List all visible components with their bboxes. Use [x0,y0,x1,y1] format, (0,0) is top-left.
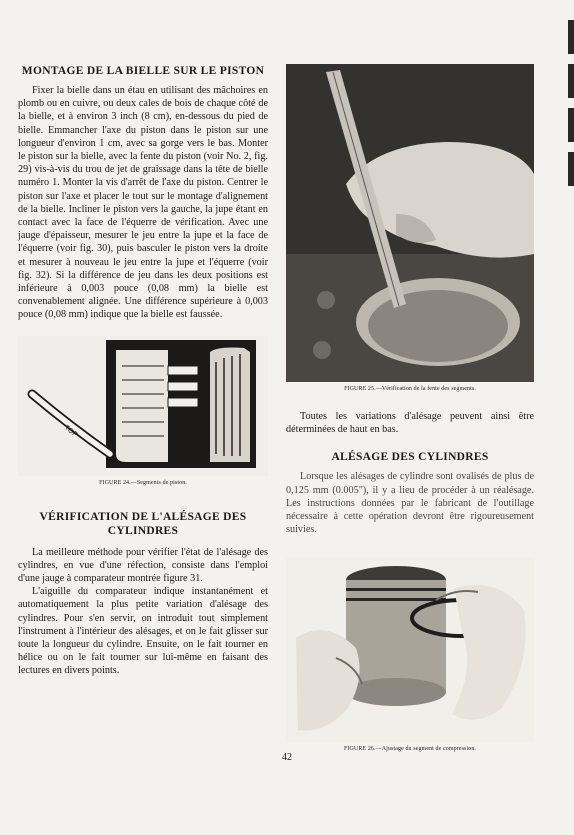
compression-ring-fitting-photo [286,558,534,742]
section-text-montage: Fixer la bielle dans un étau en utilisant des mâchoires en plomb ou en cuivre, ou deux cales de bois de chaque côté de la bielle, et à environ 3 inch (8 cm), en-dessous du pied de bielle. Emmancher l'axe du piston dans le piston sur une longueur d'environ 1 cm, avec sa gorge vers le bas. Monter le piston sur la bielle, avec la fente du piston (voir No. 2, fig. 29) vis-à-vis du trou de jet de graissage dans la tête de bielle numéro 1. Monter la vis d'arrêt de l'axe du piston. Centrer le piston sur l'axe et placer le tout sur le montage d'alignement de la bielle. Incliner le piston vers la gauche, la jupe étant en contact avec la face de l'équerre de vérification. Avec une jauge d'épaisseur, mesurer le jeu entre la jupe et la face de l'équerre (voir fig. 30), puis basculer le piston vers la droite et mesurer à nouveau le jeu entre la jupe et l'équerre (voir fig. 32). Si la différence de jeu dans les deux positions est inférieure à 0,003 pouce (0,08 mm) la bielle est convenablement alignée. Une différence supérieure à 0,003 pouce (0,08 mm) indique que la bielle est faussée. [18,85,268,321]
figure-24-caption: FIGURE 24.—Segments de piston. [99,479,187,486]
left-column [18,62,268,678]
figure-24-piston-rings [18,336,268,476]
ring-top-label: TOP [62,424,79,439]
section-title-alesage: ALÉSAGE DES CYLINDRES [331,451,489,464]
figure-26-caption: FIGURE 26.—Ajustage du segment de compression. [343,746,477,753]
edge-tab [568,20,574,54]
section-title-verification: VÉRIFICATION DE L'ALÉSAGE DES CYLINDRES [39,510,247,537]
section-text-verification-2: L'aiguille du comparateur indique instantanément et automatiquement la plus petite variation d'alésage des cylindres. Pour s'en servir, on introduit tout simplement l'instrument à l'intérieur des alésages, et on le fait glisser sur toute la longueur du cylindre. Ensuite, on le fait tourner en hélice ou on le fait tourner sur lui-même en faisant des lectures en divers points. [18,586,268,677]
figure-25-ring-gap-photo [286,64,534,382]
edge-tab [568,108,574,142]
section-text-verification-1: La meilleure méthode pour vérifier l'état de l'alésage des cylindres, en vue d'une réfection, consiste dans l'emploi d'une jauge à comparateur montrée figure 31. [18,546,268,585]
page-number: 42 [282,752,292,763]
section-title-montage: MONTAGE DE LA BIELLE SUR LE PISTON [21,65,265,77]
page-edge-marks [566,20,574,240]
edge-tab [568,152,574,186]
ring-gap-check-photo [286,64,534,382]
section-text-alesage: Lorsque les alésages de cylindre sont ovalisés de plus de 0,125 mm (0.005"), il y a lieu de procéder à un réalésage. Les instructions données par le fabricant de l'outillage nécessaire à cette opération devront être rigoureusement suivies. [286,471,534,536]
figure-25-caption: FIGURE 25.—Vérification de la fente des segments. [344,386,476,392]
edge-tab [568,64,574,98]
figure-26-compression-ring-photo [286,558,534,742]
piston-rings-illustration [18,336,268,476]
right-column [286,62,534,752]
section-text-variations: Toutes les variations d'alésage peuvent ainsi être déterminées de haut en bas. [286,411,534,436]
